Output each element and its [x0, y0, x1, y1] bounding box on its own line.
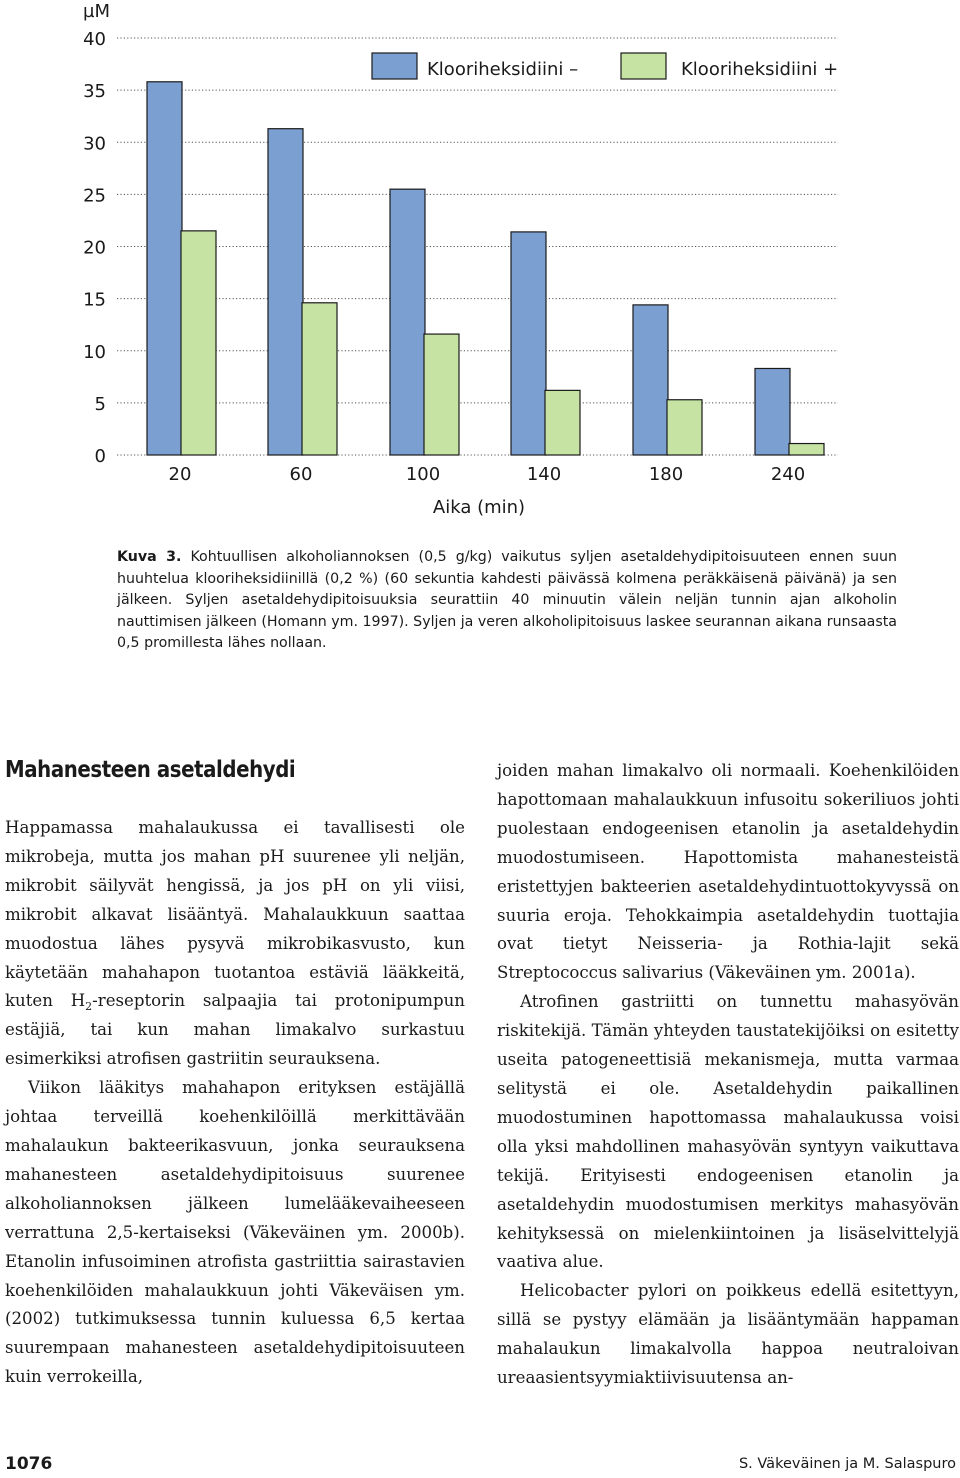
- x-axis-label: Aika (min): [432, 497, 526, 518]
- x-tick-label: 100: [405, 464, 441, 485]
- bar-with: [302, 303, 337, 455]
- paragraph: [5, 814, 465, 1074]
- text-column-right: [497, 757, 959, 1393]
- x-tick-label: 60: [289, 464, 313, 485]
- text-column-left: [5, 814, 465, 1392]
- y-tick-label: 20: [83, 237, 106, 259]
- y-tick-label: 10: [83, 341, 106, 363]
- footer-authors: S. Väkeväinen ja M. Salaspuro: [738, 1456, 956, 1472]
- page-number: 1076: [5, 1454, 53, 1474]
- bar-with: [424, 334, 459, 455]
- bar-chart: [0, 0, 960, 530]
- legend-label: Klooriheksidiini –: [427, 59, 579, 80]
- x-tick-label: 240: [770, 464, 806, 485]
- y-tick-label: 40: [83, 29, 106, 50]
- bar-with: [789, 444, 824, 455]
- paragraph-text: Happamassa mahalaukussa ei tavallisesti ole mikrobeja, mutta jos mahan pH suurenee yli neljän, mikrobit säilyvät hengissä, ja jos pH on yli viisi, mikrobit alkavat lisääntyä. Mahalaukkuun saattaa muodostua lähes pysyvä mikrobikasvusto, kun käytetään mahahapon tuotantoa estäviä lääkkeitä, kuten H: [5, 818, 465, 1011]
- bar-with: [181, 231, 216, 455]
- bar-with: [667, 400, 702, 455]
- legend-label: Klooriheksidiini +: [681, 59, 839, 80]
- y-tick-label: 30: [83, 133, 106, 155]
- subscript: 2: [85, 1000, 93, 1014]
- y-tick-label: 25: [83, 185, 106, 207]
- caption-label: Kuva 3.: [117, 549, 182, 565]
- y-tick-label: 0: [94, 446, 106, 467]
- paragraph: Viikon lääkitys mahahapon erityksen estäjällä johtaa terveillä koehenkilöillä merkittävään mahalaukun bakteerikasvuun, jonka seurauksena mahanesteen asetaldehydipitoisuus suurenee alkoholiannoksen jälkeen lumelääkevaiheeseen verrattuna 2,5-kertaiseksi (Väkeväinen ym. 2000b). Etanolin infusoiminen atrofista gastriittia sairastavien koehenkilöiden mahalaukkuun johti Väkeväisen ym. (2002) tutkimuksessa tunnin kuluessa 6,5 kertaa suurempaan mahanesteen asetaldehydipitoisuuteen kuin verrokeilla,: [5, 1078, 465, 1387]
- chart-svg: [0, 0, 960, 530]
- paragraph: Helicobacter pylori on poikkeus edellä esitettyyn, sillä se pystyy elämään ja lisääntymään happaman mahalaukun limakalvolla happoa neutraloivan ureaasientsyymiaktiivisuutensa an-: [497, 1281, 959, 1388]
- bar-without: [147, 82, 182, 455]
- y-tick-label: 35: [83, 81, 106, 103]
- legend-swatch: [621, 53, 666, 79]
- x-tick-label: 20: [168, 464, 192, 485]
- y-tick-label: 15: [83, 289, 106, 311]
- bar-without: [511, 232, 546, 455]
- legend-swatch: [372, 53, 417, 79]
- bar-without: [268, 129, 303, 455]
- y-tick-label: 5: [94, 393, 106, 415]
- caption-text: Kohtuullisen alkoholiannoksen (0,5 g/kg) vaikutus syljen asetaldehydipitoisuuteen ennen suun huuhtelua klooriheksidiinillä (0,2 %) (60 sekuntia kahdesti päivässä kolmena peräkkäisenä päivänä) ja sen jälkeen. Syljen asetaldehydipitoisuuksia seurattiin 40 minuutin välein neljän tunnin ajan alkoholin nauttimisen jälkeen (Homann ym. 1997). Syljen ja veren alkoholipitoisuus laskee seurannan aikana runsaasta 0,5 promillesta lähes nollaan.: [117, 549, 897, 651]
- bar-without: [755, 368, 790, 455]
- paragraph: joiden mahan limakalvo oli normaali. Koehenkilöiden hapottomaan mahalaukkuun infusoitu sokeriliuos johti puolestaan endogeenisen etanolin ja asetaldehydin muodostumiseen. Hapottomista mahanesteistä eristettyjen bakteerien asetaldehydintuottokyvyssä on suuria eroja. Tehokkaimpia asetaldehydin tuottajia ovat tietyt Neisseria- ja Rothia-lajit sekä Streptococcus salivarius (Väkeväinen ym. 2001a).: [497, 761, 959, 983]
- bar-without: [633, 305, 668, 455]
- figure-caption: [117, 547, 897, 655]
- paragraph-text: -reseptorin salpaajia tai protonipumpun estäjiä, tai kun mahan limakalvo surkastuu esimerkiksi atrofisen gastriitin seurauksena.: [5, 991, 465, 1069]
- bar-with: [545, 390, 580, 455]
- x-tick-label: 180: [648, 464, 684, 485]
- y-unit-label: µM: [83, 1, 110, 22]
- bar-without: [390, 189, 425, 455]
- x-tick-label: 140: [526, 464, 562, 485]
- section-heading: Mahanesteen asetaldehydi: [5, 757, 296, 783]
- paragraph: Atrofinen gastriitti on tunnettu mahasyövän riskitekijä. Tämän yhteyden taustatekijöiksi on esitetty useita patogeneettisiä mekanismeja, mutta varmaa selitystä ei ole. Asetaldehydin paikallinen muodostuminen hapottomassa mahalaukussa voisi olla yksi mahdollinen mahasyövän syntyyn vaikuttava tekijä. Erityisesti endogeenisen etanolin ja asetaldehydin muodostumisen merkitys mahasyövän kehityksessä on mielenkiintoinen ja lisäselvittelyjä vaativa alue.: [497, 992, 959, 1272]
